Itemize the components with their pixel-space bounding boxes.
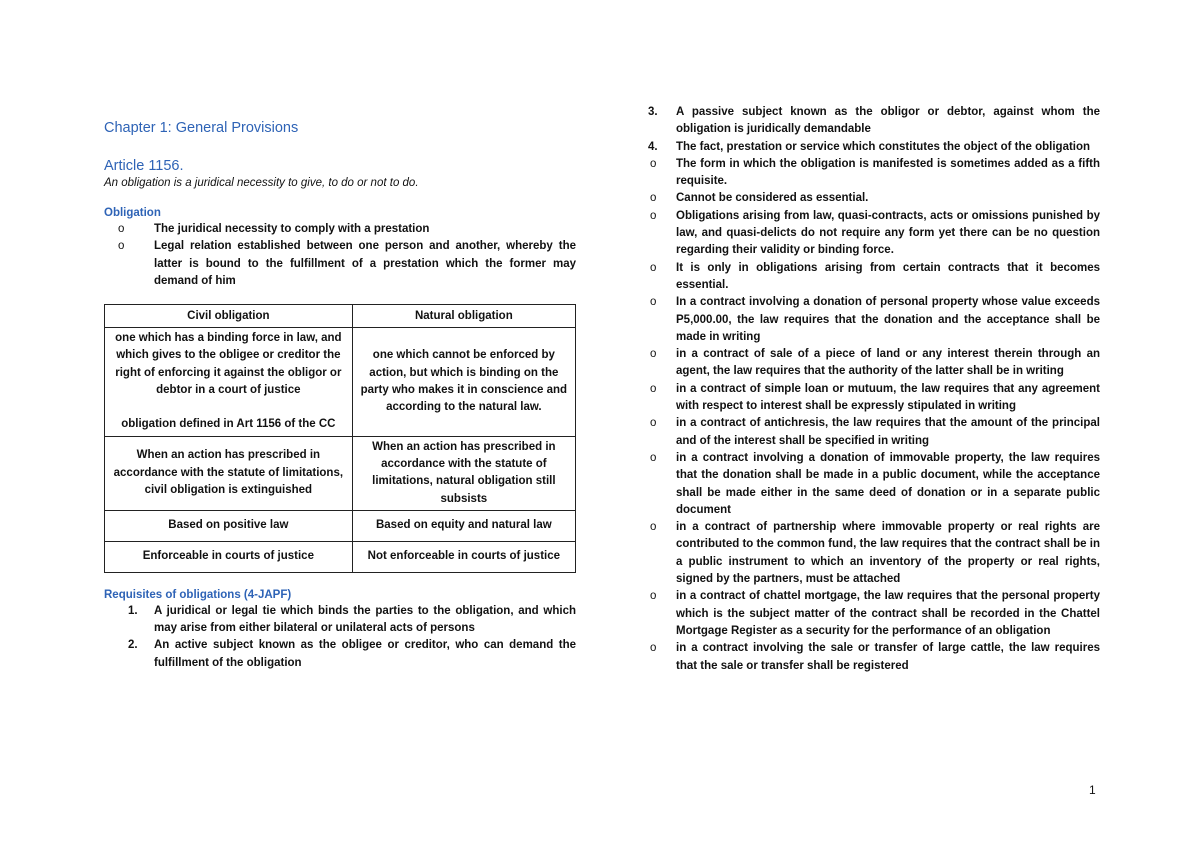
bullet-marker: o	[650, 642, 657, 655]
bullet-marker: o	[650, 192, 657, 205]
number-marker: 3.	[648, 106, 658, 118]
table-row	[105, 541, 576, 572]
list-item	[104, 221, 576, 238]
table-cell-natural: When an action has prescribed in accordance with the statute of limitations, natural obligation still subsists	[352, 436, 575, 510]
list-item-text: The fact, prestation or service which constitutes the object of the obligation	[676, 140, 1091, 153]
article-definition: An obligation is a juridical necessity to give, to do or not to do.	[104, 177, 419, 189]
list-item-text: in a contract of chattel mortgage, the law requires that the personal property which is the subject matter of the contract shall be recorded in the Chattel Mortgage Register as a security for the performance of an obligation	[676, 590, 1100, 637]
bullet-marker: o	[650, 382, 657, 395]
table-row	[105, 436, 576, 510]
list-item	[648, 588, 1100, 640]
obligation-comparison-table	[104, 304, 576, 573]
list-item	[648, 208, 1100, 260]
cell-text: obligation defined in Art 1156 of the CC	[121, 418, 336, 431]
bullet-marker: o	[650, 157, 657, 170]
list-item	[648, 139, 1100, 156]
table-cell-natural: Based on equity and natural law	[352, 510, 575, 541]
table-header-natural: Natural obligation	[352, 305, 575, 328]
list-item	[648, 294, 1100, 346]
table-cell-civil: Enforceable in courts of justice	[105, 541, 353, 572]
list-item-text: in a contract of partnership where immovable property or real rights are contributed to the common fund, the law requires that the contract shall be in a public instrument to which an inventory of the property or real rights, signed by the partners, must be attached	[676, 521, 1100, 586]
list-item	[648, 190, 1100, 207]
list-item	[648, 260, 1100, 295]
number-marker: 2.	[128, 639, 138, 652]
bullet-marker: o	[650, 417, 657, 430]
right-list	[648, 104, 1100, 675]
list-item	[104, 637, 576, 672]
bullet-marker: o	[650, 261, 657, 274]
list-item-text: A juridical or legal tie which binds the parties to the obligation, and which may arise from either bilateral or unilateral acts of persons	[154, 604, 576, 635]
list-item-text: The form in which the obligation is manifested is sometimes added as a fifth requisite.	[676, 157, 1100, 188]
table-row	[105, 328, 576, 436]
table-cell-natural: one which cannot be enforced by action, but which is binding on the party who makes it in conscience and according to the natural law.	[352, 328, 575, 436]
left-column	[104, 120, 576, 672]
list-item-text: The juridical necessity to comply with a prestation	[154, 223, 430, 235]
table-cell-civil	[105, 328, 353, 436]
obligation-list	[104, 221, 576, 290]
table-cell-natural: Not enforceable in courts of justice	[352, 541, 575, 572]
list-item	[648, 156, 1100, 191]
bullet-marker: o	[118, 240, 125, 253]
page-number: 1	[1089, 783, 1096, 797]
list-item	[648, 104, 1100, 139]
list-item	[648, 519, 1100, 588]
table-header-civil: Civil obligation	[105, 305, 353, 328]
list-item-text: in a contract of antichresis, the law requires that the amount of the principal and of the interest shall be specified in writing	[676, 417, 1100, 447]
cell-text: one which has a binding force in law, and which gives to the obligee or creditor the right of enforcing it against the obligor or debtor in a court of justice	[115, 332, 342, 397]
list-item-text: in a contract involving a donation of immovable property, the law requires that the donation shall be made in a public document, while the acceptance shall be made either in the same deed of donation or in a separate public document	[676, 451, 1100, 516]
requisites-heading: Requisites of obligations (4-JAPF)	[104, 588, 292, 601]
list-item-text: Cannot be considered as essential.	[676, 192, 869, 205]
obligation-heading: Obligation	[104, 207, 161, 219]
list-item-text: A passive subject known as the obligor or debtor, against whom the obligation is juridically demandable	[676, 106, 1100, 136]
list-item	[648, 450, 1100, 519]
list-item-text: In a contract involving a donation of personal property whose value exceeds P5,000.00, the law requires that the donation and the acceptance shall be made in writing	[676, 296, 1100, 343]
requisites-list	[104, 603, 576, 672]
bullet-marker: o	[650, 209, 657, 222]
bullet-marker: o	[650, 451, 657, 464]
article-title: Article 1156.	[104, 158, 184, 174]
list-item	[648, 346, 1100, 381]
list-item-text: in a contract of simple loan or mutuum, the law requires that any agreement with respect to interest shall be expressly stipulated in writing	[676, 382, 1100, 413]
list-item-text: Legal relation established between one person and another, whereby the latter is bound to the fulfillment of a prestation which the former may demand of him	[154, 240, 576, 287]
list-item-text: An active subject known as the obligee or creditor, who can demand the fulfillment of the obligation	[154, 639, 576, 669]
table-header-row	[105, 305, 576, 328]
list-item	[648, 381, 1100, 416]
number-marker: 1.	[128, 604, 138, 617]
list-item	[648, 640, 1100, 675]
list-item-text: Obligations arising from law, quasi-contracts, acts or omissions punished by law, and quasi-delicts do not require any form yet there can be no question regarding their validity or binding force.	[676, 209, 1100, 257]
bullet-marker: o	[650, 296, 657, 309]
list-item	[104, 238, 576, 290]
table-row	[105, 510, 576, 541]
table-cell-civil: Based on positive law	[105, 510, 353, 541]
list-item	[104, 603, 576, 638]
bullet-marker: o	[118, 223, 125, 235]
right-column	[648, 104, 1100, 675]
list-item	[648, 415, 1100, 450]
list-item-text: in a contract involving the sale or transfer of large cattle, the law requires that the sale or transfer shall be registered	[676, 642, 1100, 672]
bullet-marker: o	[650, 348, 657, 361]
bullet-marker: o	[650, 521, 657, 534]
list-item-text: in a contract of sale of a piece of land or any interest therein through an agent, the law requires that the authority of the latter shall be in writing	[676, 348, 1100, 378]
bullet-marker: o	[650, 590, 657, 603]
number-marker: 4.	[648, 140, 658, 153]
chapter-title: Chapter 1: General Provisions	[104, 120, 299, 136]
list-item-text: It is only in obligations arising from certain contracts that it becomes essential.	[676, 261, 1100, 291]
table-cell-civil: When an action has prescribed in accordance with the statute of limitations, civil obligation is extinguished	[105, 436, 353, 510]
